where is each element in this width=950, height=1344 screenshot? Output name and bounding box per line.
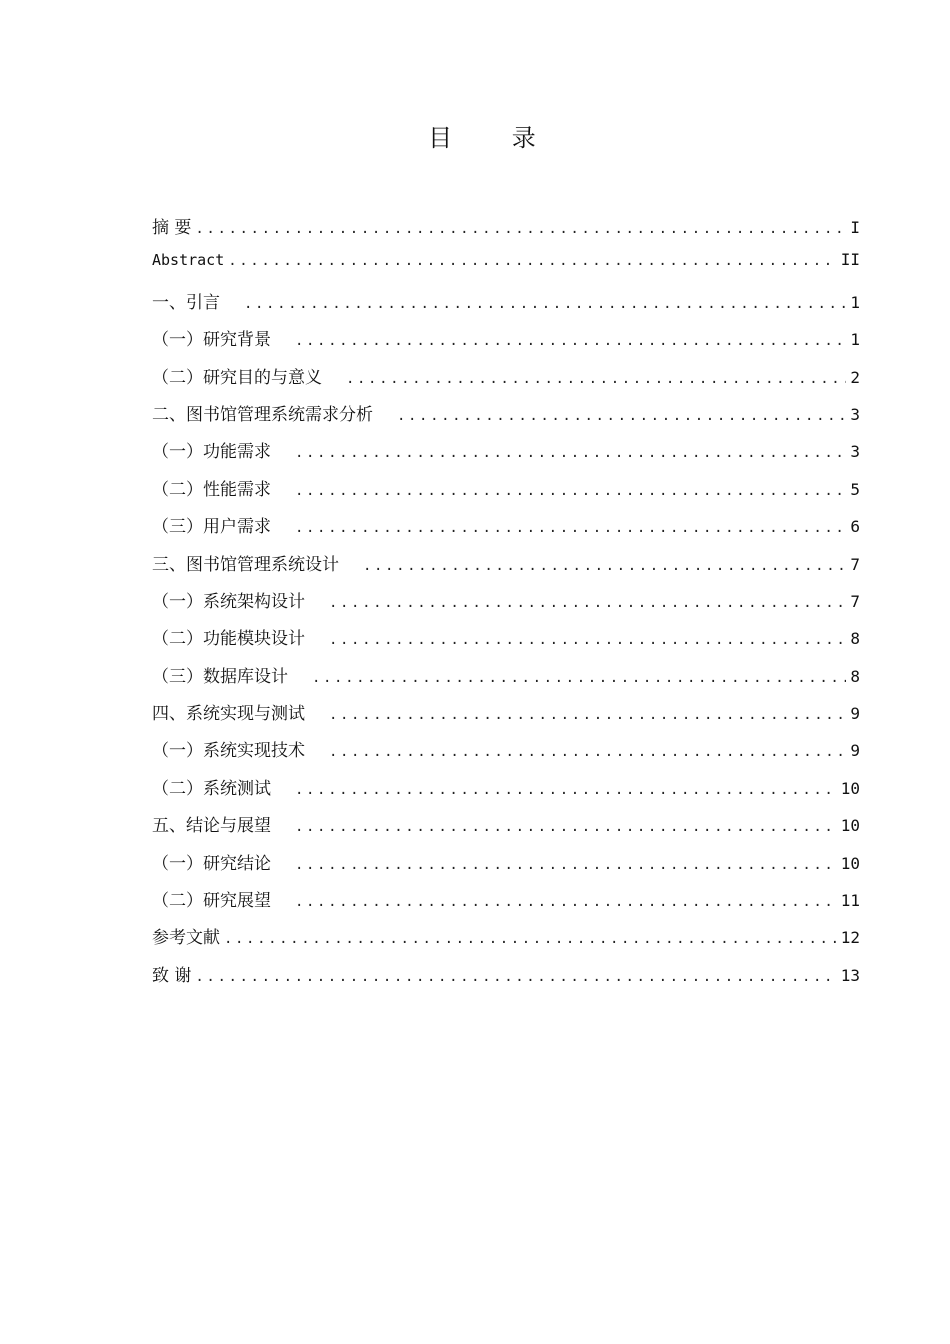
toc-entry-label: （一）功能需求 bbox=[152, 442, 271, 463]
toc-entry-label: 五、结论与展望 bbox=[152, 816, 271, 837]
toc-leader-dots bbox=[244, 296, 846, 312]
toc-entry-page-number: 11 bbox=[840, 891, 860, 911]
toc-entry-page-number: 1 bbox=[850, 330, 860, 350]
toc-entry-label: （二）研究展望 bbox=[152, 891, 271, 912]
toc-entry-label: 一、引言 bbox=[152, 292, 220, 313]
toc-leader-dots bbox=[312, 670, 846, 686]
toc-entry-label: （三）用户需求 bbox=[152, 517, 271, 538]
toc-entry[interactable] bbox=[152, 662, 860, 699]
toc-entry[interactable] bbox=[152, 699, 860, 736]
toc-leader-dots bbox=[363, 558, 846, 574]
toc-entry[interactable] bbox=[152, 475, 860, 512]
toc-entry[interactable] bbox=[152, 250, 860, 287]
toc-entry-label: 三、图书馆管理系统设计 bbox=[152, 554, 339, 575]
toc-entry-page-number: 12 bbox=[840, 928, 860, 948]
toc-entry-page-number: 10 bbox=[840, 816, 860, 836]
toc-entry-page-number: 7 bbox=[850, 591, 860, 611]
toc-entry-label: （一）系统架构设计 bbox=[152, 591, 305, 612]
toc-entry-label: （一）研究背景 bbox=[152, 330, 271, 351]
toc-leader-dots bbox=[329, 595, 846, 611]
toc-entry[interactable] bbox=[152, 587, 860, 624]
toc-entry-page-number: 6 bbox=[850, 517, 860, 537]
toc-entry-label: （一）研究结论 bbox=[152, 853, 271, 874]
toc-entry-page-number: II bbox=[840, 250, 860, 270]
toc-entry-label: （二）功能模块设计 bbox=[152, 629, 305, 650]
toc-entry-page-number: 3 bbox=[850, 442, 860, 462]
toc-entry[interactable] bbox=[152, 849, 860, 886]
toc-entry-page-number: I bbox=[850, 218, 860, 237]
toc-entry-label: 致 谢 bbox=[152, 965, 192, 986]
toc-entry-page-number: 9 bbox=[850, 741, 860, 761]
toc-entry-page-number: 8 bbox=[850, 629, 860, 649]
toc-leader-dots bbox=[228, 253, 836, 269]
toc-title: 目 录 bbox=[428, 124, 562, 152]
toc-leader-dots bbox=[295, 483, 846, 499]
toc-leader-dots bbox=[295, 857, 837, 873]
toc-entry[interactable] bbox=[152, 288, 860, 325]
toc-leader-dots bbox=[224, 931, 837, 947]
toc-leader-dots bbox=[295, 445, 846, 461]
toc-leader-dots bbox=[397, 408, 846, 424]
toc-leader-dots bbox=[295, 894, 837, 910]
toc-entry-page-number: 5 bbox=[850, 479, 860, 499]
toc-entry[interactable] bbox=[152, 550, 860, 587]
toc-leader-dots bbox=[295, 333, 846, 349]
toc-entry-page-number: 8 bbox=[850, 666, 860, 686]
toc-entry[interactable] bbox=[152, 736, 860, 773]
toc-entry-page-number: 7 bbox=[850, 554, 860, 574]
toc-entry[interactable] bbox=[152, 774, 860, 811]
toc-leader-dots bbox=[329, 744, 846, 760]
toc-entry-label: （二）研究目的与意义 bbox=[152, 367, 322, 388]
toc-entry[interactable] bbox=[152, 624, 860, 661]
toc-leader-dots bbox=[195, 969, 836, 985]
toc-entry-label: 摘 要 bbox=[152, 218, 192, 238]
toc-leader-dots bbox=[329, 707, 846, 723]
toc-leader-dots bbox=[295, 520, 846, 536]
toc-entry-page-number: 10 bbox=[840, 853, 860, 873]
toc-leader-dots bbox=[195, 221, 846, 237]
toc-entry[interactable] bbox=[152, 325, 860, 362]
toc-entry-page-number: 9 bbox=[850, 704, 860, 724]
toc-entry-label: （二）性能需求 bbox=[152, 479, 271, 500]
toc-entry-page-number: 3 bbox=[850, 404, 860, 424]
toc-entry-page-number: 10 bbox=[840, 778, 860, 798]
toc-entry-label: 二、图书馆管理系统需求分析 bbox=[152, 404, 373, 425]
toc-entry[interactable] bbox=[152, 363, 860, 400]
toc-entry[interactable] bbox=[152, 213, 860, 250]
toc-entry-label: （一）系统实现技术 bbox=[152, 741, 305, 762]
toc-entry[interactable] bbox=[152, 811, 860, 848]
toc-leader-dots bbox=[295, 819, 837, 835]
toc-entry[interactable] bbox=[152, 512, 860, 549]
toc-entry[interactable] bbox=[152, 437, 860, 474]
toc-leader-dots bbox=[329, 632, 846, 648]
toc-entry-label: （三）数据库设计 bbox=[152, 666, 288, 687]
toc-entry-label: 四、系统实现与测试 bbox=[152, 704, 305, 725]
toc-leader-dots bbox=[295, 782, 837, 798]
toc-entry[interactable] bbox=[152, 400, 860, 437]
toc-entry-label: 参考文献 bbox=[152, 928, 220, 949]
toc-entry-page-number: 13 bbox=[840, 965, 860, 985]
toc-leader-dots bbox=[346, 371, 846, 387]
toc-entry-page-number: 2 bbox=[850, 367, 860, 387]
toc-entry[interactable] bbox=[152, 961, 860, 998]
toc-entry-label: （二）系统测试 bbox=[152, 778, 271, 799]
toc-entry[interactable] bbox=[152, 923, 860, 960]
toc-entry-label: Abstract bbox=[152, 251, 225, 270]
toc-list bbox=[152, 213, 860, 998]
toc-entry[interactable] bbox=[152, 886, 860, 923]
toc-entry-page-number: 1 bbox=[850, 292, 860, 312]
